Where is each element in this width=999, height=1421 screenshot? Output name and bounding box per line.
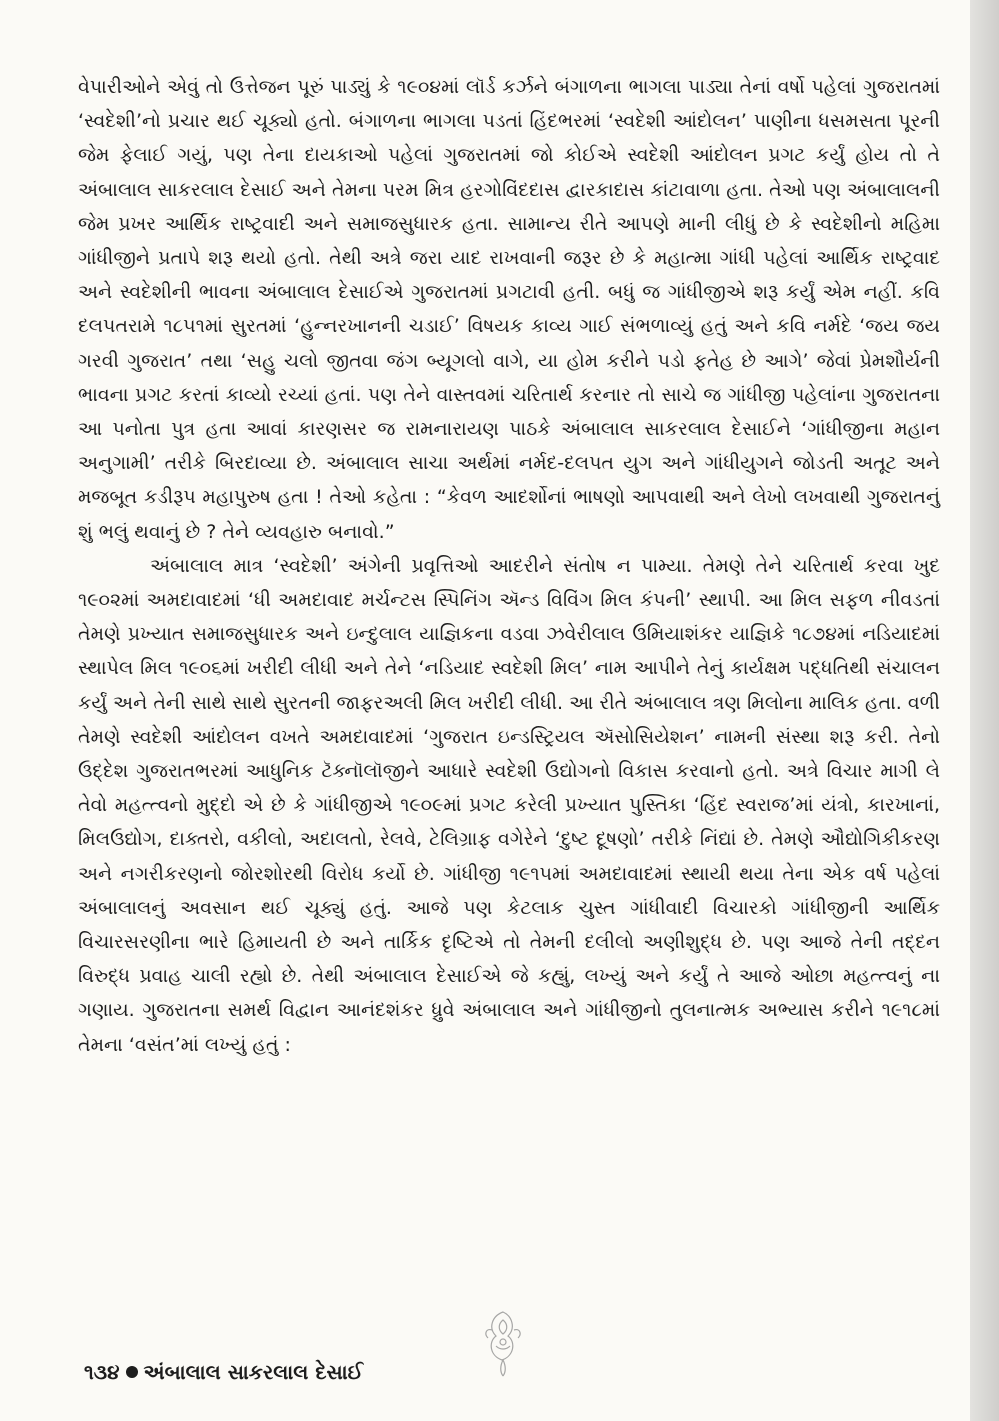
paragraph-2: અંબાલાલ માત્ર ‘સ્વદેશી’ અંગેની પ્રવૃત્તિઓ આદરીને સંતોષ ન પામ્યા. તેમણે તેને ચરિતાર્થ કરવા ખુદ ૧૯૦૨માં અમદાવાદમાં ‘ધી અમદાવાદ મર્ચન્ટસ સ્પિનિંગ ઍન્ડ વિવિંગ મિલ કંપની’ સ્થાપી. આ મિલ સફળ નીવડતાં તેમણે પ્રખ્યાત સમાજસુધારક અને ઇન્દુલાલ યાજ્ઞિકના વડવા ઝવેરીલાલ ઉમિયાશંકર યાજ્ઞિકે ૧૮૭૪માં નડિયાદમાં સ્થાપેલ મિલ ૧૯૦૬માં ખરીદી લીધી અને તેને ‘નડિયાદ સ્વદેશી મિલ’ નામ આપીને તેનું કાર્યક્ષમ પદ્ધતિથી સંચાલન કર્યું અને તેની સાથે સાથે સુરતની જાફરઅલી મિલ ખરીદી લીધી. આ રીતે અંબાલાલ ત્રણ મિલોના માલિક હતા. વળી તેમણે સ્વદેશી આંદોલન વખતે અમદાવાદમાં ‘ગુજરાત ઇન્ડસ્ટ્રિયલ ઍસોસિયેશન’ નામની સંસ્થા શરૂ કરી. તેનો ઉદ્દેશ ગુજરાતભરમાં આધુનિક ટૅક્નૉલૉજીને આધારે સ્વદેશી ઉદ્યોગનો વિકાસ કરવાનો હતો. અત્રે વિચાર માગી લે તેવો મહત્ત્વનો મુદ્દો એ છે કે ગાંધીજીએ ૧૯૦૯માં પ્રગટ કરેલી પ્રખ્યાત પુસ્તિકા ‘હિંદ સ્વરાજ’માં યંત્રો, કારખાનાં, મિલઉદ્યોગ, દાક્તરો, વકીલો, અદાલતો, રેલવે, ટેલિગ્રાફ વગેરેને ‘દુષ્ટ દૂષણો’ તરીકે નિંદ્યાં છે. તેમણે ઔદ્યોગિકીકરણ અને નગરીકરણનો જોરશોરથી વિરોધ કર્યો છે. ગાંધીજી ૧૯૧૫માં અમદાવાદમાં સ્થાયી થયા તેના એક વર્ષ પહેલાં અંબાલાલનું અવસાન થઈ ચૂક્યું હતું. આજે પણ કેટલાક ચુસ્ત ગાંધીવાદી વિચારકો ગાંધીજીની આર્થિક વિચારસરણીના ભારે હિમાયતી છે અને તાર્કિક દૃષ્ટિએ તો તેમની દલીલો અણીશુદ્ધ છે. પણ આજે તેની તદ્દન વિરુદ્ધ પ્રવાહ ચાલી રહ્યો છે. તેથી અંબાલાલ દેસાઈએ જે કહ્યું, લખ્યું અને કર્યું તે આજે ઓછા મહત્ત્વનું ના ગણાય. ગુજરાતના સમર્થ વિદ્વાન આનંદશંકર ધ્રુવે અંબાલાલ અને ગાંધીજીનો તુલનાત્મક અભ્યાસ કરીને ૧૯૧૮માં તેમના ‘વસંત’માં લખ્યું હતું :: [78, 554, 940, 1056]
paragraph-1: વેપારીઓને એવું તો ઉત્તેજન પૂરું પાડ્યું કે ૧૯૦૪માં લૉર્ડ કર્ઝને બંગાળના ભાગલા પાડ્યા તેનાં વર્ષો પહેલાં ગુજરાતમાં ‘સ્વદેશી’નો પ્રચાર થઈ ચૂક્યો હતો. બંગાળના ભાગલા પડતાં હિંદભરમાં ‘સ્વદેશી આંદોલન’ પાણીના ધસમસતા પૂરની જેમ ફેલાઈ ગયું, પણ તેના દાયકાઓ પહેલાં ગુજરાતમાં જો કોઈએ સ્વદેશી આંદોલન પ્રગટ કર્યું હોય તો તે અંબાલાલ સાકરલાલ દેસાઈ અને તેમના પરમ મિત્ર હરગોવિંદદાસ દ્વારકાદાસ કાંટાવાળા હતા. તેઓ પણ અંબાલાલની જેમ પ્રખર આર્થિક રાષ્ટ્રવાદી અને સમાજસુધારક હતા. સામાન્ય રીતે આપણે માની લીધું છે કે સ્વદેશીનો મહિમા ગાંધીજીને પ્રતાપે શરૂ થયો હતો. તેથી અત્રે જરા યાદ રાખવાની જરૂર છે કે મહાત્મા ગાંધી પહેલાં આર્થિક રાષ્ટ્રવાદ અને સ્વદેશીની ભાવના અંબાલાલ દેસાઈએ ગુજરાતમાં પ્રગટાવી હતી. બધું જ ગાંધીજીએ શરૂ કર્યું એમ નહીં. કવિ દલપતરામે ૧૮૫૧માં સુરતમાં ‘હુન્નરખાનની ચડાઈ’ વિષયક કાવ્ય ગાઈ સંભળાવ્યું હતું અને કવિ નર્મદે ‘જય જય ગરવી ગુજરાત’ તથા ‘સહુ ચલો જીતવા જંગ બ્યૂગલો વાગે, યા હોમ કરીને પડો ફતેહ છે આગે’ જેવાં પ્રેમશૌર્યની ભાવના પ્રગટ કરતાં કાવ્યો રચ્યાં હતાં. પણ તેને વાસ્તવમાં ચરિતાર્થ કરનાર તો સાચે જ ગાંધીજી પહેલાંના ગુજરાતના આ પનોતા પુત્ર હતા આવાં કારણસર જ રામનારાયણ પાઠકે અંબાલાલ સાકરલાલ દેસાઈને ‘ગાંધીજીના મહાન અનુગામી’ તરીકે બિરદાવ્યા છે. અંબાલાલ સાચા અર્થમાં નર્મદ-દલપત યુગ અને ગાંધીયુગને જોડતી અતૂટ અને મજબૂત કડીરૂપ મહાપુરુષ હતા ! તેઓ કહેતા : “કેવળ આદર્શોનાં ભાષણો આપવાથી અને લેખો લખવાથી ગુજરાતનું શું ભલું થવાનું છે ? તેને વ્યવહારુ બનાવો.”: [78, 76, 940, 543]
page-edge: [970, 0, 999, 1421]
page-number: ૧૩૪: [84, 1360, 120, 1384]
bullet-icon: [126, 1366, 138, 1378]
page-body: [78, 70, 940, 1062]
running-title: અંબાલાલ સાકરલાલ દેસાઈ: [143, 1360, 364, 1384]
page-footer: [84, 1360, 363, 1384]
floral-ornament-icon: [478, 1306, 528, 1378]
